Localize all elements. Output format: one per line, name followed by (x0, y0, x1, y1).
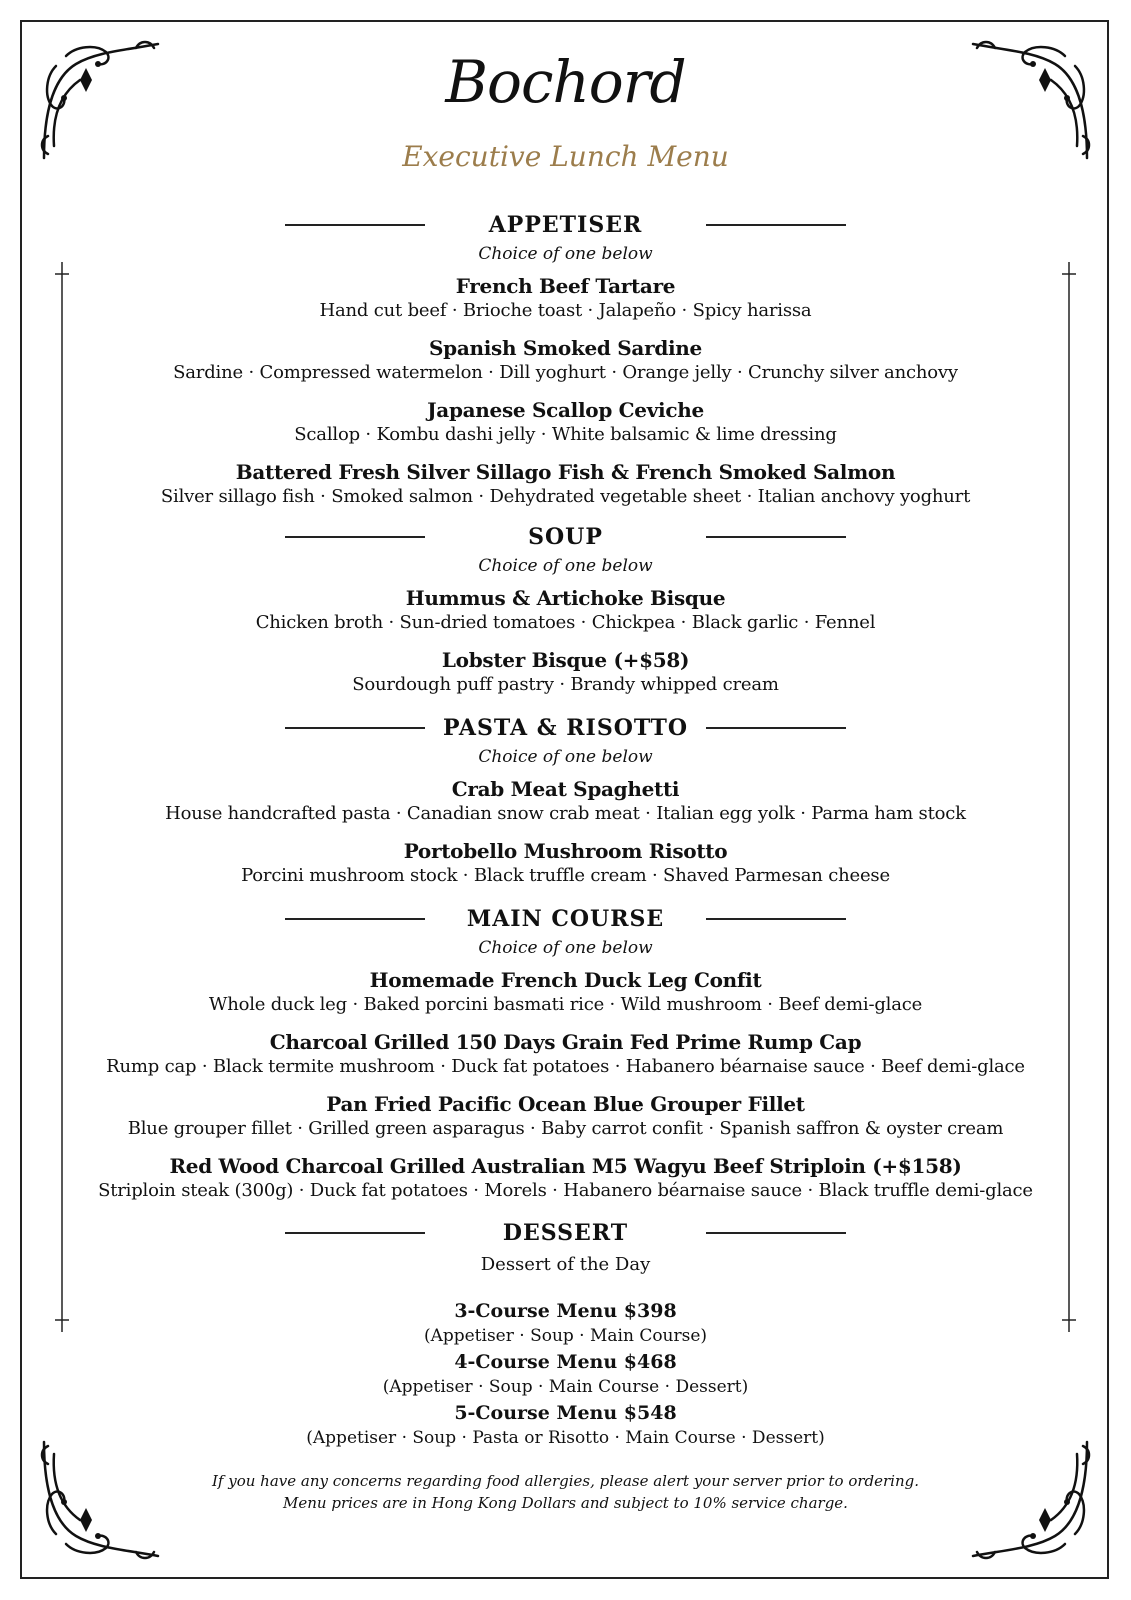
section-pasta-risotto (80, 711, 1051, 887)
dish-description: Blue grouper fillet · Grilled green asparagus · Baby carrot confit · Spanish saffron & oyster cream (127, 1118, 1004, 1139)
dish-description: Chicken broth · Sun-dried tomatoes · Chickpea · Black garlic · Fennel (255, 612, 876, 633)
dish-description: Sardine · Compressed watermelon · Dill yoghurt · Orange jelly · Crunchy silver anchovy (173, 362, 958, 383)
section-title: DESSERT (502, 1220, 629, 1246)
pricing-block (80, 1298, 1051, 1451)
dish-item (80, 1154, 1051, 1202)
section-title: PASTA & RISOTTO (442, 715, 689, 741)
dish-item (80, 274, 1051, 322)
dish-description: Porcini mushroom stock · Black truffle cream · Shaved Parmesan cheese (241, 865, 890, 886)
section-rule (706, 536, 846, 538)
dish-item (80, 586, 1051, 634)
dish-name: Portobello Mushroom Risotto (403, 839, 728, 863)
price-option-name: 3-Course Menu $398 (454, 1300, 677, 1322)
dish-description: Whole duck leg · Baked porcini basmati rice · Wild mushroom · Beef demi-glace (208, 994, 923, 1015)
dish-name: Crab Meat Spaghetti (451, 777, 680, 801)
menu-subtitle: Executive Lunch Menu (402, 140, 729, 173)
dessert-text: Dessert of the Day (480, 1254, 651, 1275)
section-choice-note: Choice of one below (478, 747, 653, 767)
dish-description: Sourdough puff pastry · Brandy whipped cream (352, 674, 779, 695)
dish-description: Hand cut beef · Brioche toast · Jalapeño · Spicy harissa (319, 300, 812, 321)
section-rule (285, 1232, 425, 1234)
dish-name: Hummus & Artichoke Bisque (405, 586, 726, 610)
price-option-name: 5-Course Menu $548 (454, 1402, 677, 1424)
dish-name: Red Wood Charcoal Grilled Australian M5 Wagyu Beef Striploin (+$158) (169, 1154, 962, 1178)
section-rule (285, 224, 425, 226)
price-option-name: 4-Course Menu $468 (454, 1351, 677, 1373)
dish-name: Battered Fresh Silver Sillago Fish & French Smoked Salmon (235, 460, 896, 484)
dish-name: French Beef Tartare (455, 274, 676, 298)
footnote (80, 1470, 1051, 1514)
section-main-course (80, 902, 1051, 1202)
section-rule (706, 224, 846, 226)
dish-item (80, 460, 1051, 508)
section-soup (80, 520, 1051, 696)
section-rule (706, 727, 846, 729)
dish-item (80, 1030, 1051, 1078)
dish-item (80, 777, 1051, 825)
dish-name: Charcoal Grilled 150 Days Grain Fed Prime Rump Cap (269, 1030, 862, 1054)
section-title: SOUP (528, 524, 603, 550)
section-rule (285, 727, 425, 729)
dish-name: Pan Fried Pacific Ocean Blue Grouper Fillet (326, 1092, 805, 1116)
dish-name: Spanish Smoked Sardine (429, 336, 702, 360)
dish-name: Homemade French Duck Leg Confit (369, 968, 762, 992)
dish-item (80, 839, 1051, 887)
section-choice-note: Choice of one below (478, 556, 653, 576)
section-rule (706, 918, 846, 920)
section-rule (706, 1232, 846, 1234)
dish-item (80, 1092, 1051, 1140)
dish-item (80, 398, 1051, 446)
dish-name: Lobster Bisque (+$58) (441, 648, 690, 672)
restaurant-name: Bochord (445, 48, 686, 116)
section-title: MAIN COURSE (466, 906, 665, 932)
dish-description: Rump cap · Black termite mushroom · Duck fat potatoes · Habanero béarnaise sauce · Beef demi-glace (106, 1056, 1025, 1077)
allergy-note: If you have any concerns regarding food allergies, please alert your server prior to ordering. (211, 1472, 919, 1490)
section-rule (285, 918, 425, 920)
section-choice-note: Choice of one below (478, 938, 653, 958)
price-option-courses: (Appetiser · Soup · Pasta or Risotto · Main Course · Dessert) (306, 1428, 825, 1448)
dish-name: Japanese Scallop Ceviche (427, 398, 704, 422)
section-rule (285, 536, 425, 538)
dish-description: House handcrafted pasta · Canadian snow crab meat · Italian egg yolk · Parma ham stock (165, 803, 966, 824)
service-charge-note: Menu prices are in Hong Kong Dollars and subject to 10% service charge. (283, 1494, 848, 1512)
section-dessert (80, 1216, 1051, 1280)
dish-description: Striploin steak (300g) · Duck fat potatoes · Morels · Habanero béarnaise sauce · Black truffle demi-glace (98, 1180, 1033, 1201)
dish-description: Silver sillago fish · Smoked salmon · Dehydrated vegetable sheet · Italian anchovy yoghurt (160, 486, 971, 507)
section-title: APPETISER (488, 212, 643, 238)
side-rule-ornament (1062, 262, 1076, 1332)
dish-item (80, 648, 1051, 696)
price-option-courses: (Appetiser · Soup · Main Course · Dessert) (382, 1377, 749, 1397)
dish-description: Scallop · Kombu dashi jelly · White balsamic & lime dressing (294, 424, 837, 445)
section-appetiser (80, 208, 1051, 508)
price-option-courses: (Appetiser · Soup · Main Course) (423, 1326, 708, 1346)
dish-item (80, 968, 1051, 1016)
section-choice-note: Choice of one below (478, 244, 653, 264)
dish-item (80, 336, 1051, 384)
side-rule-ornament (55, 262, 69, 1332)
